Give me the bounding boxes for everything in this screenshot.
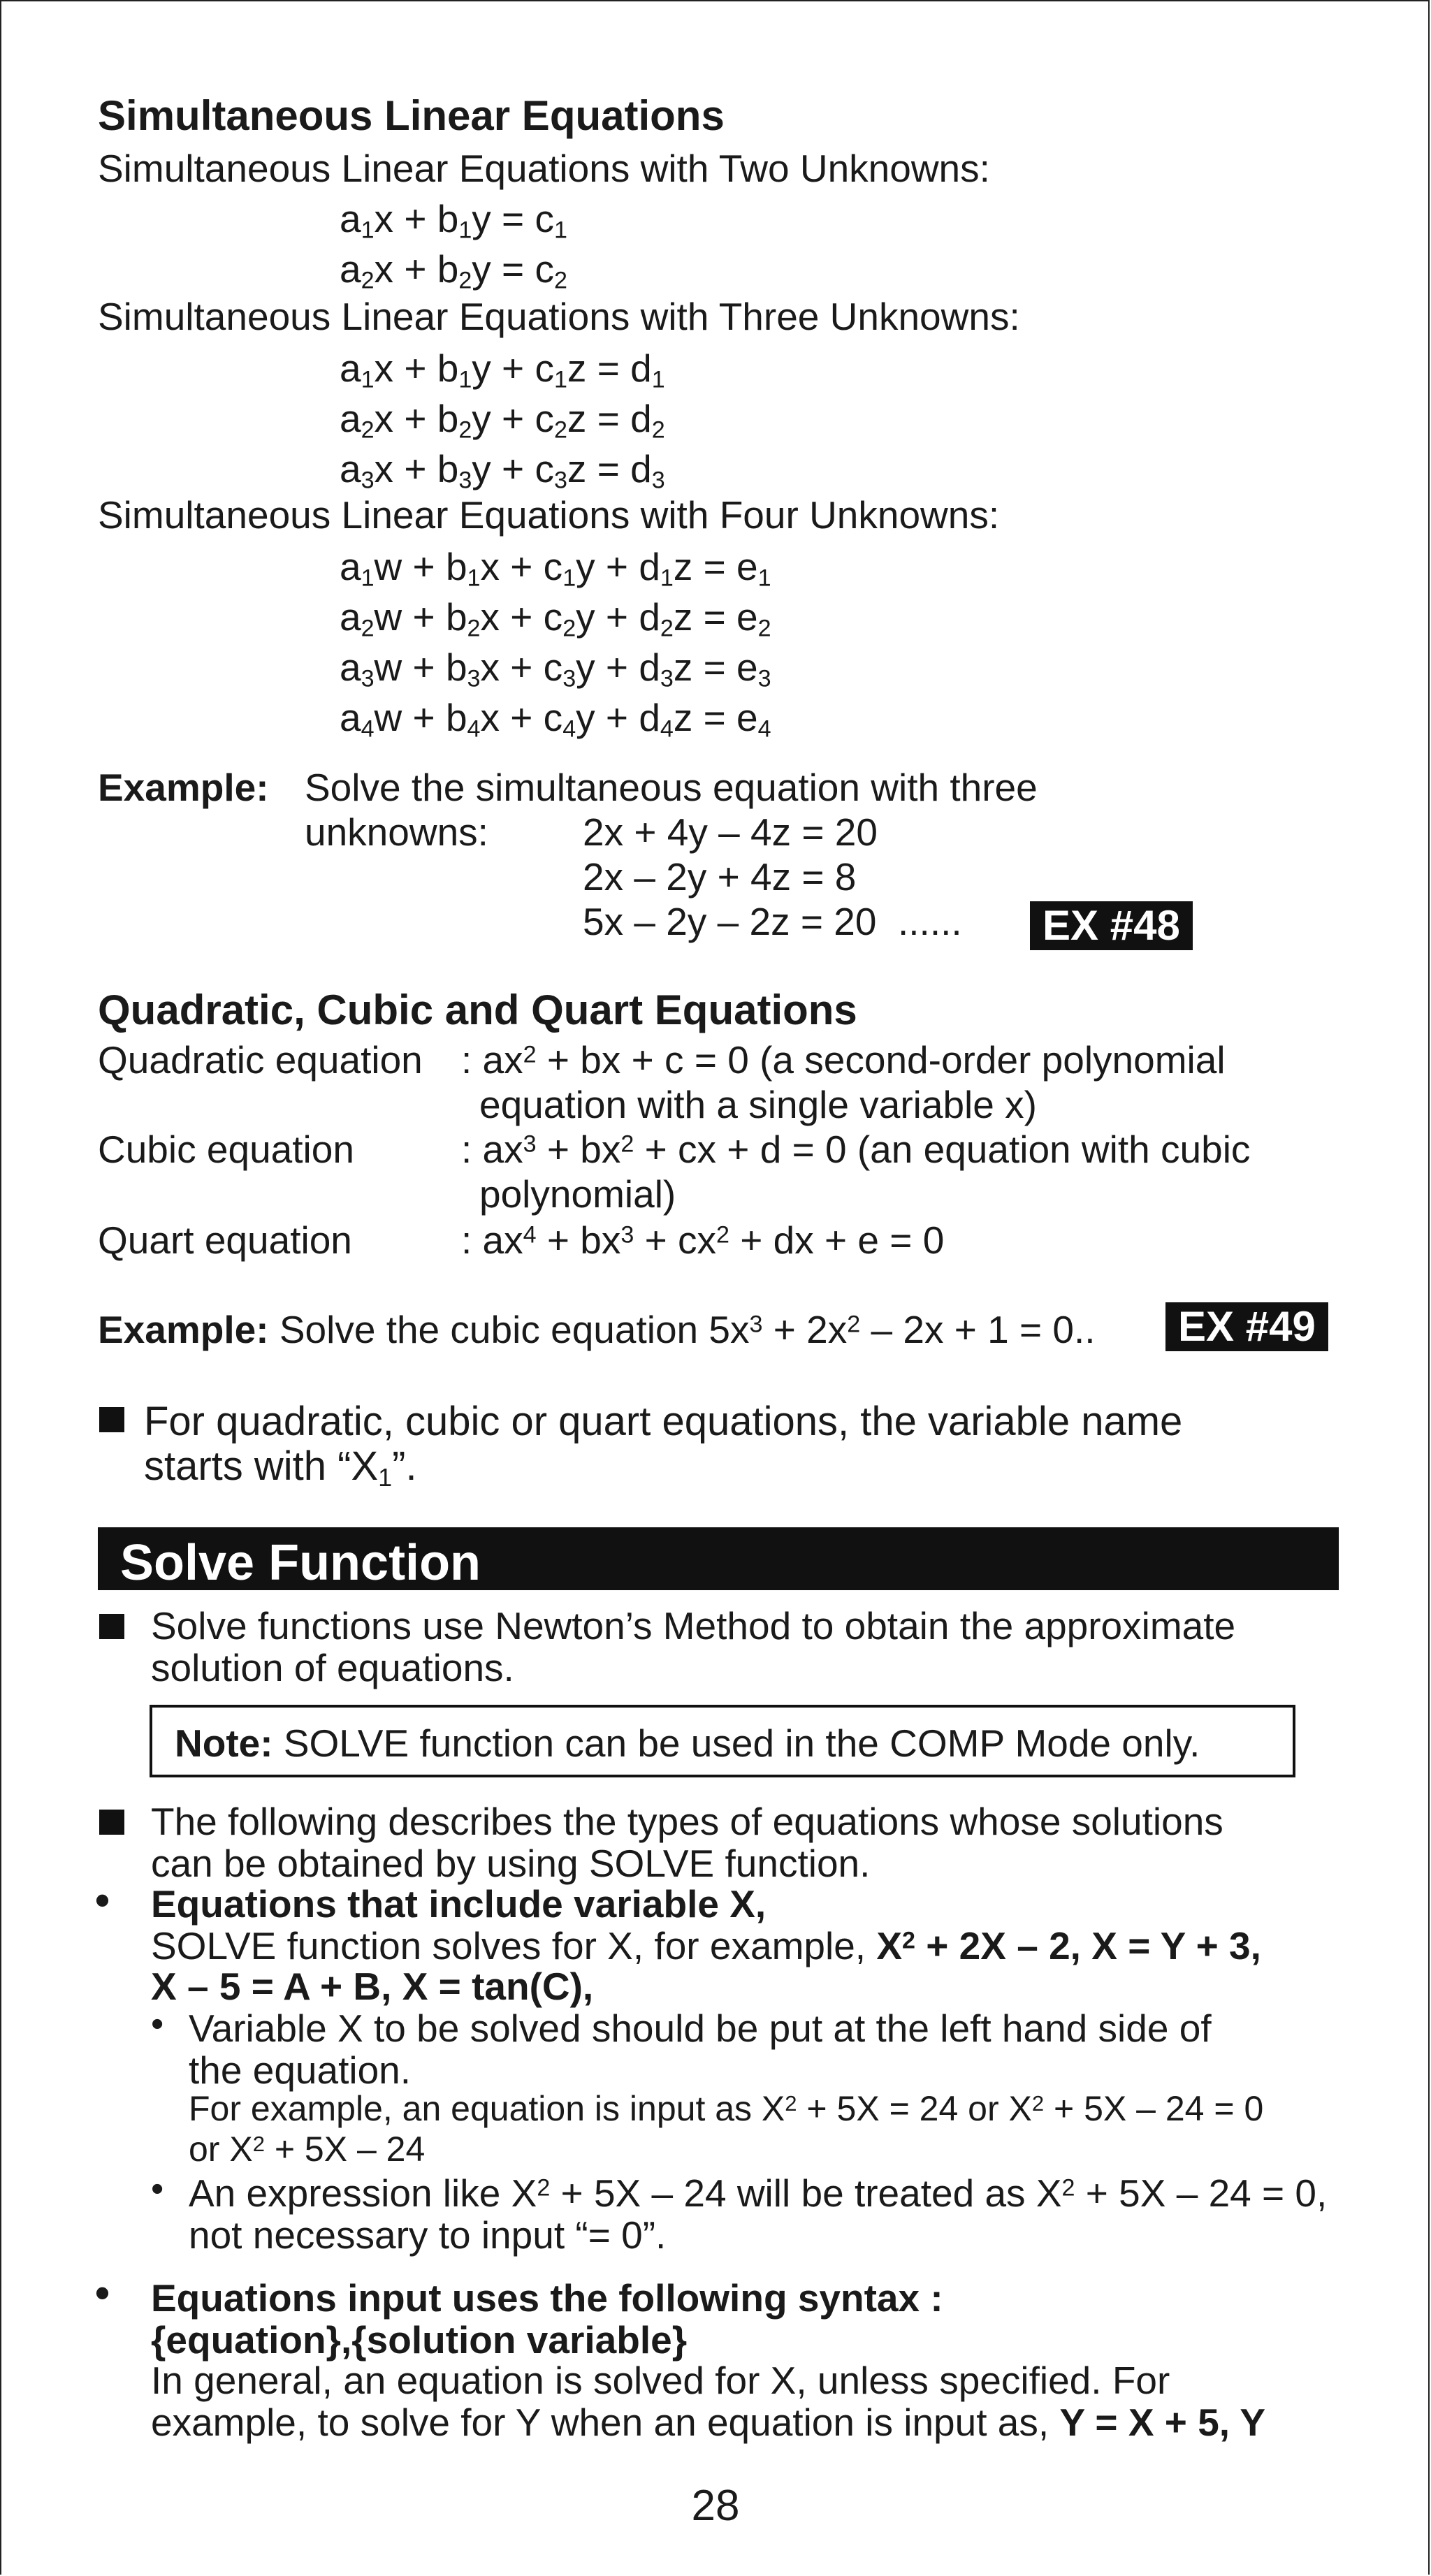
- quart-label: Quart equation: [98, 1218, 352, 1262]
- solve-bullet2-line1: The following describes the types of equations whose solutions: [151, 1800, 1223, 1843]
- quadratic-formula-cont: equation with a single variable x): [479, 1083, 1037, 1126]
- section-title-solve: Solve Function: [120, 1535, 481, 1591]
- equation-four-1: $a_1w + b_1x + c_1y + d_1z = e_1$: [340, 545, 771, 592]
- cubic-formula-cont: polynomial): [479, 1172, 676, 1216]
- equation-two-2: $a_2x + b_2y = c_2$: [340, 247, 567, 294]
- note-label: Note:: [175, 1722, 273, 1765]
- page-number: 28: [691, 2482, 740, 2530]
- bullet-dot-icon: •: [95, 2269, 110, 2316]
- bullet-square-icon: [99, 1407, 124, 1432]
- example-label-48: Example:: [98, 766, 269, 809]
- dot2-line2: example, to solve for Y when an equation is input as, Y = X + 5, Y: [151, 2401, 1266, 2444]
- example-eq-2: 2x – 2y + 4z = 8: [583, 855, 857, 898]
- example-line-49: Example: Solve the cubic equation $5x^3 + 2x^2 - 2x + 1 = 0$..: [98, 1308, 1096, 1351]
- example-unknowns: unknowns:: [305, 810, 488, 854]
- note-text-row: [175, 1720, 1200, 1766]
- example-badge-48: EX #48: [1030, 901, 1193, 950]
- label-three-unknowns: Simultaneous Linear Equations with Three Unknowns:: [98, 295, 1020, 338]
- cubic-formula: : $ax^3 + bx^2$ + cx + d = 0 (an equation with cubic: [461, 1128, 1251, 1171]
- heading-simultaneous: Simultaneous Linear Equations: [98, 92, 725, 139]
- example-eq-1: 2x + 4y – 4z = 20: [583, 810, 878, 854]
- dot2-line1: In general, an equation is solved for X, unless specified. For: [151, 2359, 1170, 2402]
- example-text-48: Solve the simultaneous equation with three: [305, 766, 1038, 809]
- label-two-unknowns: Simultaneous Linear Equations with Two Unknowns:: [98, 147, 990, 190]
- example-label-49: Example:: [98, 1308, 269, 1351]
- quadratic-formula: : $ax^2$ + bx + c = 0 (a second-order polynomial: [461, 1038, 1226, 1082]
- solve-bullet1-line1: Solve functions use Newton’s Method to obtain the approximate: [151, 1604, 1236, 1647]
- equation-three-3: $a_3x + b_3y + c_3z = d_3$: [340, 447, 665, 494]
- equation-three-1: $a_1x + b_1y + c_1z = d_1$: [340, 347, 665, 393]
- quadratic-label: Quadratic equation: [98, 1038, 423, 1082]
- sub2-line2: not necessary to input “= 0”.: [189, 2213, 667, 2257]
- section-bar-solve: [98, 1527, 1339, 1590]
- dot1-line3: X – 5 = A + B, X = tan(C),: [151, 1965, 594, 2008]
- sub2-line1: An expression like $X^2 + 5X - 24$ will be treated as $X^2 + 5X - 24 = 0$,: [189, 2171, 1328, 2215]
- sub1-line1: Variable X to be solved should be put at the left hand side of: [189, 2007, 1212, 2050]
- quadratic-note-line1: For quadratic, cubic or quart equations, the variable name: [144, 1399, 1183, 1444]
- bullet-dot-icon: •: [95, 1877, 110, 1923]
- example-eq-3: 5x – 2y – 2z = 20 ......: [583, 900, 962, 943]
- sub-bullet-icon: •: [151, 2169, 164, 2209]
- dot1-line2: SOLVE function solves for X, for example, $X^2 + 2X - 2$, X = Y + 3,: [151, 1924, 1261, 1967]
- equation-four-4: $a_4w + b_4x + c_4y + d_4z = e_4$: [340, 696, 771, 743]
- note-box: [150, 1705, 1295, 1777]
- sub1-line4: or $X^2 + 5X - 24$: [189, 2130, 426, 2169]
- solve-bullet2-line2: can be obtained by using SOLVE function.: [151, 1842, 871, 1885]
- dot2-title1: Equations input uses the following syntax :: [151, 2276, 943, 2320]
- equation-four-2: $a_2w + b_2x + c_2y + d_2z = e_2$: [340, 595, 771, 642]
- example-badge-49: EX #49: [1165, 1302, 1328, 1351]
- sub1-line2: the equation.: [189, 2049, 412, 2092]
- sub-bullet-icon: •: [151, 2004, 164, 2044]
- equation-three-2: $a_2x + b_2y + c_2z = d_2$: [340, 397, 665, 444]
- equation-two-1: $a_1x + b_1y = c_1$: [340, 197, 567, 244]
- quadratic-note-line2: starts with “$X_1$”.: [144, 1443, 417, 1492]
- heading-quadratic: Quadratic, Cubic and Quart Equations: [98, 987, 857, 1033]
- dot1-title: Equations that include variable X,: [151, 1882, 767, 1926]
- bullet-square-icon: [99, 1614, 124, 1639]
- bullet-square-icon: [99, 1810, 124, 1835]
- cubic-label: Cubic equation: [98, 1128, 354, 1171]
- equation-four-3: $a_3w + b_3x + c_3y + d_3z = e_3$: [340, 646, 771, 692]
- label-four-unknowns: Simultaneous Linear Equations with Four Unknowns:: [98, 493, 1000, 537]
- sub1-line3: For example, an equation is input as $X^2 + 5X = 24$ or $X^2 + 5X - 24 = 0$: [189, 2089, 1264, 2128]
- dot2-title2: {equation},{solution variable}: [151, 2318, 688, 2362]
- note-text: SOLVE function can be used in the COMP Mode only.: [273, 1722, 1200, 1765]
- solve-bullet1-line2: solution of equations.: [151, 1646, 514, 1689]
- quart-formula: : $ax^4 + bx^3 + cx^2$ + dx + e = 0: [461, 1218, 945, 1262]
